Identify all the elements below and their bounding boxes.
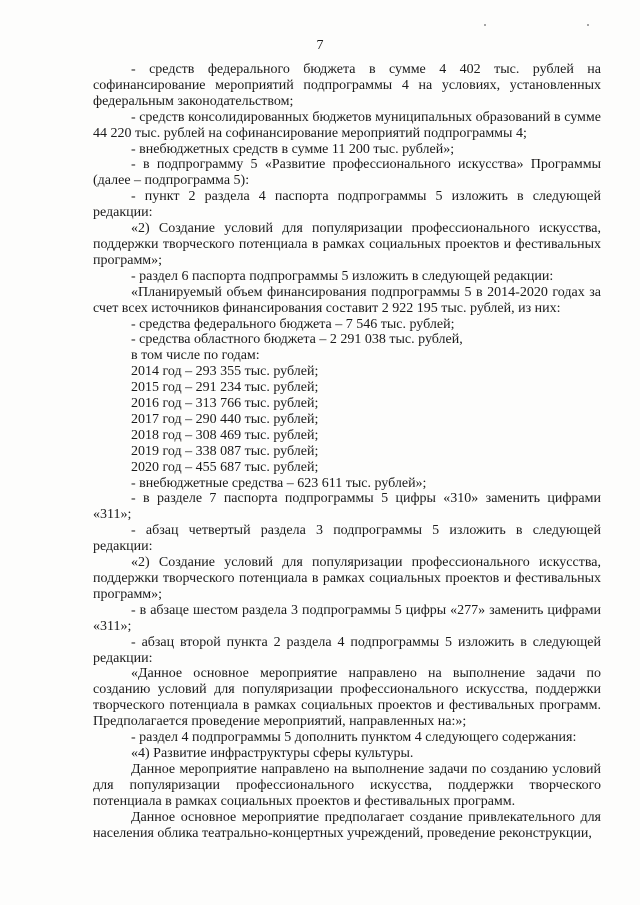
paragraph: - абзац второй пункта 2 раздела 4 подпрограммы 5 изложить в следующей редакции: bbox=[93, 634, 601, 666]
paragraph: - раздел 4 подпрограммы 5 дополнить пунктом 4 следующего содержания: bbox=[131, 730, 577, 746]
document-body bbox=[93, 62, 601, 841]
page-number: 7 bbox=[316, 38, 324, 53]
paragraph: - средств федерального бюджета в сумме 4 402 тыс. рублей на софинансирование мероприятий подпрограммы 4 на условиях, установленных федеральным законодательством; bbox=[93, 62, 601, 109]
paragraph: - абзац четвертый раздела 3 подпрограммы 5 изложить в следующей редакции: bbox=[93, 523, 601, 555]
year-line: 2014 год – 293 355 тыс. рублей; bbox=[131, 364, 319, 380]
paragraph: «2) Создание условий для популяризации профессионального искусства, поддержки творческого потенциала в рамках социальных проектов и фестивальных программ»; bbox=[93, 555, 601, 602]
paragraph: «Данное основное мероприятие направлено на выполнение задачи по созданию условий для популяризации профессионального искусства, поддержки творческого потенциала в рамках социальных проектов и фестивальных программ. Предполагается проведение мероприятий, направленных на:»; bbox=[93, 666, 601, 730]
paragraph: Данное основное мероприятие предполагает создание привлекательного для населения облика театрально-концертных учреждений, проведение реконструкции, bbox=[93, 809, 601, 841]
paragraph: Данное мероприятие направлено на выполнение задачи по созданию условий для популяризации профессионального искусства, поддержки творческого потенциала в рамках социальных проектов и фестивальных программ. bbox=[93, 761, 601, 809]
paragraph: - средств консолидированных бюджетов муниципальных образований в сумме 44 220 тыс. рублей на софинансирование мероприятий подпрограммы 4; bbox=[93, 109, 601, 141]
list-item: - средства федерального бюджета – 7 546 тыс. рублей; bbox=[131, 316, 455, 332]
list-item: - внебюджетные средства – 623 611 тыс. рублей»; bbox=[131, 475, 427, 491]
year-line: 2017 год – 290 440 тыс. рублей; bbox=[131, 411, 319, 427]
paragraph: - в абзаце шестом раздела 3 подпрограммы 5 цифры «277» заменить цифрами «311»; bbox=[93, 602, 601, 634]
paragraph: - пункт 2 раздела 4 паспорта подпрограммы 5 изложить в следующей редакции: bbox=[93, 189, 601, 221]
year-line: 2019 год – 338 087 тыс. рублей; bbox=[131, 443, 319, 459]
scan-speck bbox=[587, 24, 589, 26]
paragraph: - внебюджетных средств в сумме 11 200 тыс. рублей»; bbox=[131, 141, 455, 157]
year-line: 2018 год – 308 469 тыс. рублей; bbox=[131, 427, 319, 443]
list-item: в том числе по годам: bbox=[131, 348, 260, 364]
list-item: - средства областного бюджета – 2 291 038 тыс. рублей, bbox=[131, 332, 463, 348]
paragraph: «4) Развитие инфраструктуры сферы культуры. bbox=[131, 745, 414, 761]
paragraph: «Планируемый объем финансирования подпрограммы 5 в 2014-2020 годах за счет всех источников финансирования составит 2 922 195 тыс. рублей, из них: bbox=[93, 284, 601, 316]
year-line: 2016 год – 313 766 тыс. рублей; bbox=[131, 396, 319, 412]
paragraph: - раздел 6 паспорта подпрограммы 5 изложить в следующей редакции: bbox=[131, 268, 554, 284]
year-line: 2020 год – 455 687 тыс. рублей; bbox=[131, 459, 319, 475]
year-line: 2015 год – 291 234 тыс. рублей; bbox=[131, 380, 319, 396]
scan-speck bbox=[484, 24, 486, 26]
paragraph: «2) Создание условий для популяризации профессионального искусства, поддержки творческого потенциала в рамках социальных проектов и фестивальных программ»; bbox=[93, 221, 601, 268]
paragraph: - в подпрограмму 5 «Развитие профессионального искусства» Программы (далее – подпрограмма 5): bbox=[93, 157, 601, 189]
paragraph: - в разделе 7 паспорта подпрограммы 5 цифры «310» заменить цифрами «311»; bbox=[93, 491, 601, 523]
